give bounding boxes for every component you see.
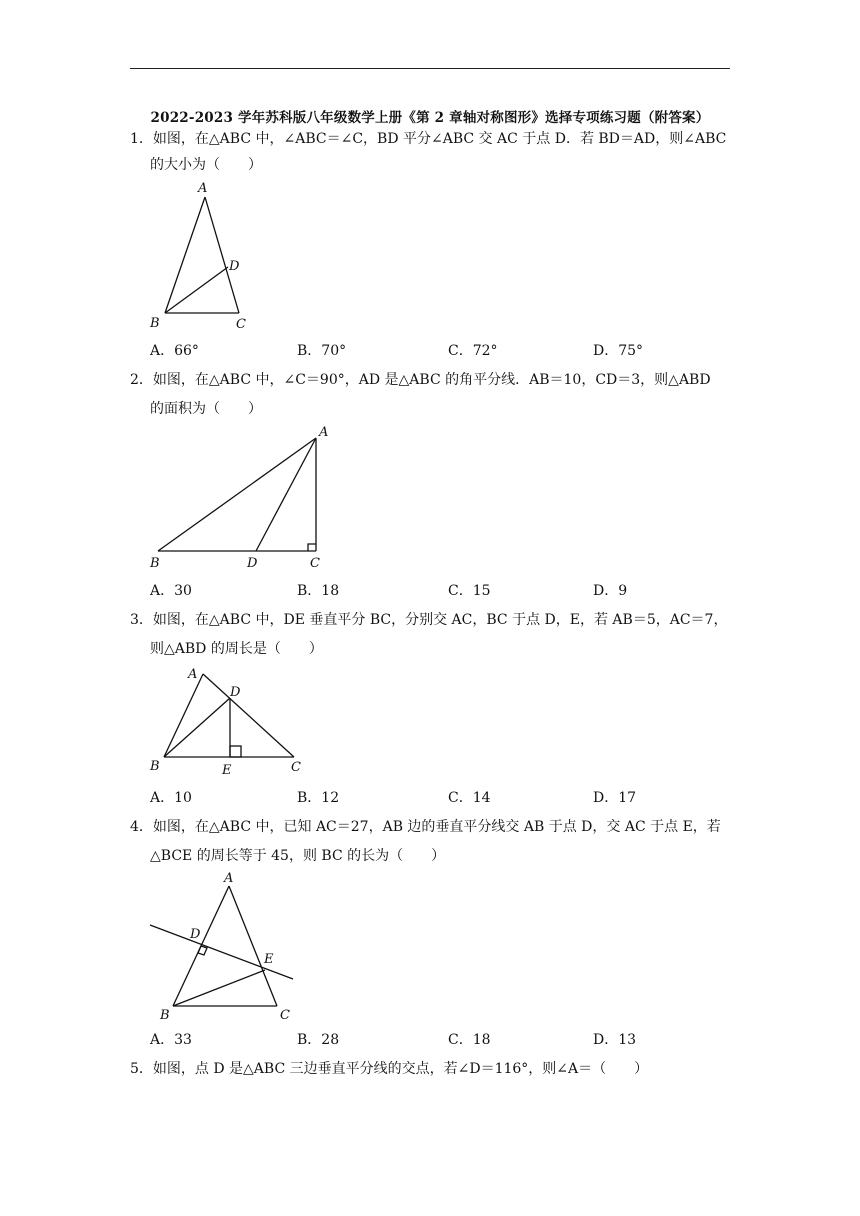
question-2-option-d[interactable]: D．9 (593, 583, 628, 599)
vertex-label-d: D (230, 685, 241, 700)
question-3-option-b[interactable]: B．12 (297, 790, 340, 806)
question-3-option-d[interactable]: D．17 (593, 790, 637, 806)
vertex-label-c: C (310, 556, 320, 571)
question-2-figure (140, 420, 350, 575)
vertex-label-c: C (291, 760, 301, 775)
question-2-option-c[interactable]: C．15 (448, 583, 491, 599)
question-1-stem-cont: 的大小为（ ） (150, 157, 262, 173)
vertex-label-a: A (188, 667, 198, 682)
vertex-label-c: C (236, 317, 246, 332)
question-1-option-c[interactable]: C．72° (448, 343, 498, 359)
question-3-stem-cont: 则△ABD 的周长是（ ） (150, 641, 323, 657)
question-4-stem: 4．如图，在△ABC 中，已知 AC＝27，AB 边的垂直平分线交 AB 于点 D，交 AC 于点 E，若 (130, 819, 721, 835)
header-rule (130, 68, 730, 69)
vertex-label-a: A (319, 425, 329, 440)
vertex-label-e: E (222, 763, 232, 778)
question-4-option-d[interactable]: D．13 (593, 1032, 637, 1048)
question-1-option-b[interactable]: B．70° (297, 343, 347, 359)
question-2-stem-cont: 的面积为（ ） (150, 401, 262, 417)
question-4-option-b[interactable]: B．28 (297, 1032, 340, 1048)
question-2-option-b[interactable]: B．18 (297, 583, 340, 599)
vertex-label-a: A (224, 871, 234, 886)
vertex-label-b: B (150, 556, 160, 571)
vertex-label-a: A (198, 181, 208, 196)
question-1-option-d[interactable]: D．75° (593, 343, 644, 359)
question-1-option-a[interactable]: A．66° (150, 343, 199, 359)
question-3-option-a[interactable]: A．10 (150, 790, 192, 806)
page-title: 2022-2023 学年苏科版八年级数学上册《第 2 章轴对称图形》选择专项练习题（附答案） (150, 110, 710, 126)
question-4-option-c[interactable]: C．18 (448, 1032, 491, 1048)
vertex-label-c: C (280, 1008, 290, 1023)
question-2-option-a[interactable]: A．30 (150, 583, 192, 599)
vertex-label-b: B (150, 759, 160, 774)
question-1-figure (140, 176, 260, 336)
question-3-stem: 3．如图，在△ABC 中，DE 垂直平分 BC，分别交 AC，BC 于点 D，E，若 AB＝5，AC＝7， (130, 612, 728, 628)
vertex-label-d: D (229, 259, 240, 274)
vertex-label-d: D (247, 556, 258, 571)
vertex-label-b: B (150, 316, 160, 331)
vertex-label-b: B (160, 1008, 170, 1023)
vertex-label-d: D (190, 927, 201, 942)
question-3-option-c[interactable]: C．14 (448, 790, 491, 806)
question-2-stem: 2．如图，在△ABC 中，∠C＝90°，AD 是△ABC 的角平分线．AB＝10，CD＝3，则△ABD (130, 372, 711, 388)
question-5-stem: 5．如图，点 D 是△ABC 三边垂直平分线的交点，若∠D＝116°，则∠A＝（ ） (130, 1061, 649, 1077)
vertex-label-e: E (264, 952, 274, 967)
question-4-stem-cont: △BCE 的周长等于 45，则 BC 的长为（ ） (150, 848, 446, 864)
question-4-option-a[interactable]: A．33 (150, 1032, 192, 1048)
question-4-figure (140, 866, 310, 1026)
question-1-stem: 1．如图，在△ABC 中，∠ABC＝∠C，BD 平分∠ABC 交 AC 于点 D．若 BD＝AD，则∠ABC (130, 131, 727, 147)
question-3-figure (140, 660, 320, 780)
